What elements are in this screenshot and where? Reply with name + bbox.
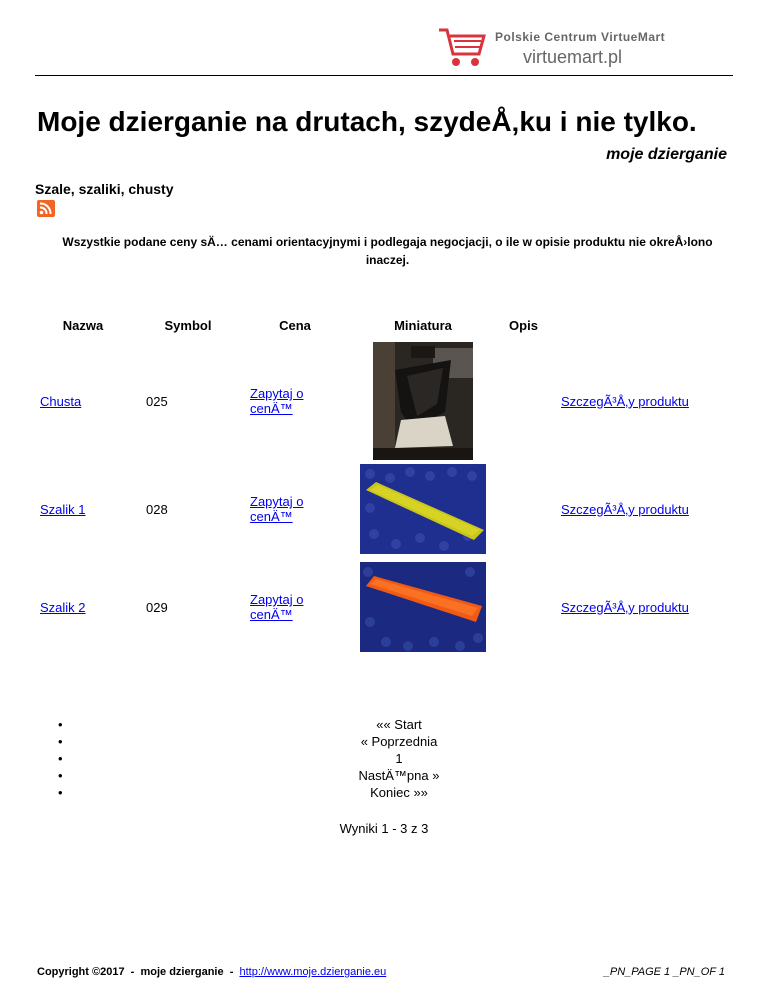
- results-counter: Wyniki 1 - 3 z 3: [339, 821, 429, 836]
- ask-price-link[interactable]: Zapytaj o cenÄ™: [250, 592, 304, 622]
- pagination-bullet: •: [58, 734, 63, 749]
- product-symbol: 028: [146, 501, 168, 517]
- header-spacer: [551, 308, 710, 342]
- product-name-link[interactable]: Chusta: [40, 393, 82, 409]
- logo-line1: Polskie Centrum VirtueMart: [495, 30, 666, 44]
- pagination-start[interactable]: «« Start: [376, 717, 422, 732]
- pagination-bullet: •: [58, 717, 63, 732]
- pagination-bullet: •: [58, 768, 63, 783]
- pagination-next[interactable]: NastÄ™pna »: [358, 768, 440, 783]
- product-symbol: 025: [146, 393, 168, 409]
- product-thumbnail-orange-scarf[interactable]: [360, 562, 486, 652]
- category-name: Szale, szaliki, chusty: [35, 181, 174, 197]
- product-name-link[interactable]: Szalik 1: [40, 501, 86, 517]
- product-table: [30, 308, 710, 656]
- table-row: [30, 342, 710, 460]
- product-details-link[interactable]: SzczegÃ³Å‚y produktu: [561, 393, 689, 409]
- ask-price-link[interactable]: Zapytaj o cenÄ™: [250, 386, 304, 416]
- logo-line2: virtuemart.pl: [523, 47, 623, 67]
- header-divider: [35, 75, 733, 76]
- pagination-bullet: •: [58, 785, 63, 800]
- product-thumbnail-shawl[interactable]: [373, 342, 473, 460]
- pagination-previous[interactable]: « Poprzednia: [360, 734, 438, 749]
- category-title: [35, 181, 174, 197]
- ask-price-link[interactable]: Zapytaj o cenÄ™: [250, 494, 304, 524]
- header-thumbnail: Miniatura: [394, 317, 452, 333]
- pagination-end[interactable]: Koniec »»: [370, 785, 428, 800]
- table-row: [30, 460, 710, 558]
- price-notice: Wszystkie podane ceny sÄ… cenami orientacyjnymi i podlegaja negocjacji, o ile w opisie produktu nie okreÅ›lono inaczej.: [62, 235, 713, 267]
- rss-feed-icon[interactable]: [37, 200, 55, 217]
- header-name: Nazwa: [62, 317, 104, 333]
- header-price: Cena: [279, 317, 311, 333]
- copyright-text: Copyright ©2017 - moje dzierganie -: [37, 966, 240, 978]
- header-description: Opis: [509, 317, 538, 333]
- product-details-link[interactable]: SzczegÃ³Å‚y produktu: [561, 599, 689, 615]
- header-symbol: Symbol: [164, 317, 212, 333]
- cart-icon: [437, 24, 487, 72]
- footer-copyright: [37, 966, 386, 978]
- page-number-marker: _PN_PAGE 1 _PN_OF 1: [603, 966, 725, 978]
- virtuemart-logo: [437, 22, 673, 74]
- pagination-page-1[interactable]: 1: [395, 751, 403, 766]
- page-title: Moje dzierganie na drutach, szydeÅ‚ku i nie tylko.: [37, 106, 697, 137]
- product-symbol: 029: [146, 599, 168, 615]
- product-name-link[interactable]: Szalik 2: [40, 599, 86, 615]
- table-row: [30, 558, 710, 656]
- pagination-bullet: •: [58, 751, 63, 766]
- footer-url-link[interactable]: http://www.moje.dzierganie.eu: [239, 966, 387, 978]
- site-subtitle: moje dzierganie: [606, 146, 727, 163]
- product-thumbnail-yellow-scarf[interactable]: [360, 464, 486, 554]
- product-details-link[interactable]: SzczegÃ³Å‚y produktu: [561, 501, 689, 517]
- table-header-row: [30, 308, 710, 342]
- rss-icon: [37, 200, 55, 217]
- pagination-links: [0, 716, 768, 801]
